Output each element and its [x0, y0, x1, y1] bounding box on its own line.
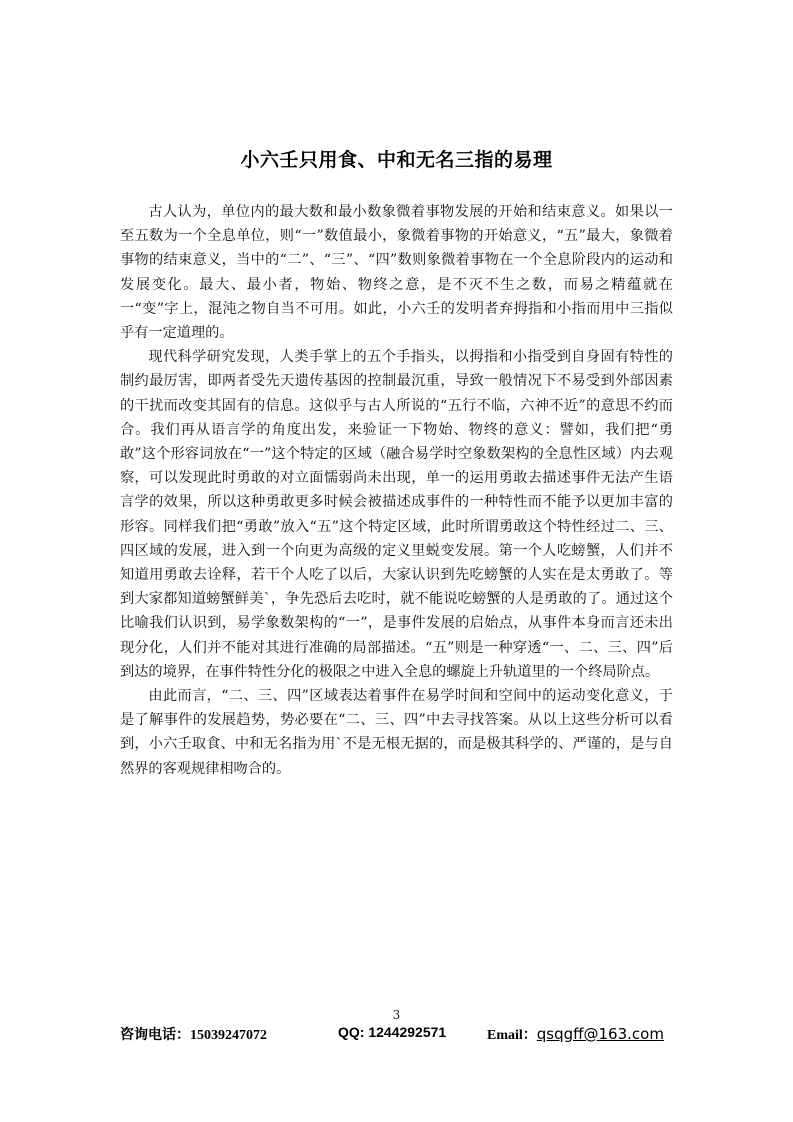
paragraph: 现代科学研究发现，人类手掌上的五个手指头，以拇指和小指受到自身固有特性的制约最厉害，即两者受先天遗传基因的控制最沉重，导致一般情况下不易受到外部因素的干扰而改变其固有的信息。这似乎与古人所说的“五行不临，六神不近”的意思不约而合。我们再从语言学的角度出发，来验证一下物始、物终的意义：譬如，我们把“勇敢”这个形容词放在“一”这个特定的区域（融合易学时空象数架构的全息性区域）内去观察，可以发现此时勇敢的对立面懦弱尚未出现，单一的运用勇敢去描述事件无法产生语言学的效果，所以这种勇敢更多时候会被描述成事件的一种特性而不能予以更加丰富的形容。同样我们把“勇敢”放入“五”这个特定区域，此时所谓勇敢这个特性经过二、三、四区域的发展，进入到一个向更为高级的定义里蜕变发展。第一个人吃螃蟹，人们并不知道用勇敢去诠释，若干个人吃了以后，大家认识到先吃螃蟹的人实在是太勇敢了。等到大家都知道螃蟹鲜美`，争先恐后去吃时，就不能说吃螃蟹的人是勇敢的了。通过这个比喻我们认识到，易学象数架构的“一”，是事件发展的启始点，从事件本身而言还未出现分化，人们并不能对其进行准确的局部描述。“五”则是一种穿透“一、二、三、四”后到达的境界，在事件特性分化的极限之中进入全息的螺旋上升轨道里的一个终局阶点。: [120, 349, 673, 680]
qq-contact: [338, 1024, 446, 1040]
page-number: 3: [392, 1008, 401, 1022]
phone-label: 咨询电话：: [120, 1027, 190, 1043]
document-body: [120, 200, 673, 781]
email-contact: [487, 1024, 664, 1044]
qq-label: QQ:: [338, 1024, 369, 1040]
contact-footer: [120, 1024, 680, 1046]
phone-contact: [120, 1024, 267, 1044]
paragraph: 古人认为，单位内的最大数和最小数象微着事物发展的开始和结束意义。如果以一至五数为一个全息单位，则“一”数值最小，象微着事物的开始意义，“五”最大，象微着事物的结束意义，当中的“二”、“三”、“四”数则象微着事物在一个全息阶段内的运动和发展变化。最大、最小者，物始、物终之意，是不灭不生之数，而易之精蕴就在一“变”字上，混沌之物自当不可用。如此，小六壬的发明者弃拇指和小指而用中三指似乎有一定道理的。: [120, 204, 673, 342]
email-link[interactable]: qsqgff@163.com: [536, 1025, 664, 1043]
qq-number: 1244292571: [368, 1024, 447, 1040]
phone-number: 15039247072: [190, 1028, 267, 1043]
email-label: Email：: [487, 1028, 537, 1043]
paragraph: 由此而言，“二、三、四”区域表达着事件在易学时间和空间中的运动变化意义，于是了解事件的发展趋势，势必要在“二、三、四”中去寻找答案。从以上这些分析可以看到，小六壬取食、中和无名指为用`不是无根无据的，而是极其科学的、严谨的，是与自然界的客观规律相吻合的。: [120, 688, 673, 777]
document-title: 小六壬只用食、中和无名三指的易理: [240, 149, 553, 171]
